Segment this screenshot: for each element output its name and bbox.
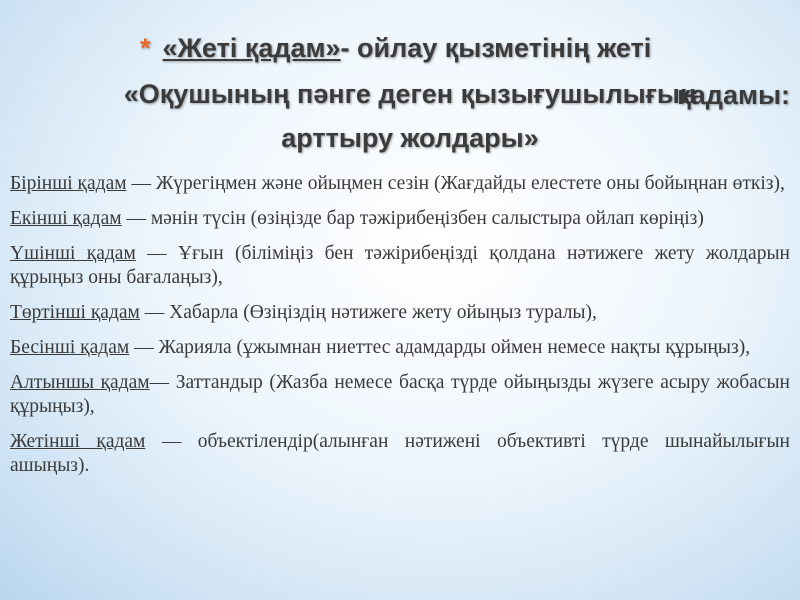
step-text: — мәнін түсін (өзіңізде бар тәжірибеңізбен салыстыра ойлап көріңіз) — [121, 208, 704, 229]
step-2 — [10, 207, 790, 231]
title-rest: - ойлау қызметінің жеті — [340, 33, 652, 63]
step-7 — [10, 430, 790, 478]
step-name: Бесінші қадам — [10, 337, 130, 358]
step-name: Төртінші қадам — [10, 302, 140, 323]
step-4 — [10, 301, 790, 325]
step-name: Алтыншы қадам — [10, 372, 150, 393]
bullet-star-icon: * — [140, 33, 151, 63]
step-text: — Ұғын (біліміңіз бен тәжірибеңізді қолдана нәтижеге жету жолдарын құрыңыз оны бағалаңыз), — [10, 243, 790, 288]
step-name: Жетінші қадам — [10, 431, 146, 452]
slide-title-wrap: қадамы: — [677, 80, 790, 110]
subtitle-line2: арттыру жолдары» — [281, 123, 539, 153]
subtitle-line1: «Оқушының пәнге деген қызығушылығын — [123, 79, 697, 109]
step-1 — [10, 172, 790, 196]
step-name: Бірінші қадам — [10, 173, 127, 194]
step-3 — [10, 242, 790, 290]
steps-list — [10, 172, 790, 489]
step-text: — Заттандыр (Жазба немесе басқа түрде ойыңызды жүзеге асыру жобасын құрыңыз), — [10, 372, 790, 417]
step-5 — [10, 336, 790, 360]
step-6 — [10, 371, 790, 419]
step-text: — объектілендір(алынған нәтижені объективті түрде шынайылығын ашыңыз). — [10, 431, 790, 476]
step-name: Екінші қадам — [10, 208, 122, 229]
step-text: — Хабарла (Өзіңіздің нәтижеге жету ойыңыз туралы), — [139, 302, 597, 323]
slide-subtitle — [40, 72, 780, 160]
step-name: Үшінші қадам — [10, 243, 136, 264]
title-underlined: «Жеті қадам» — [162, 33, 341, 63]
step-text: — Жүрегіңмен және ойыңмен сезін (Жағдайды елестете оны бойыңнан өткіз), — [126, 173, 785, 194]
slide-title-line1 — [140, 32, 795, 64]
step-text: — Жарияла (ұжымнан ниеттес адамдарды оймен немесе нақты құрыңыз), — [129, 337, 751, 358]
